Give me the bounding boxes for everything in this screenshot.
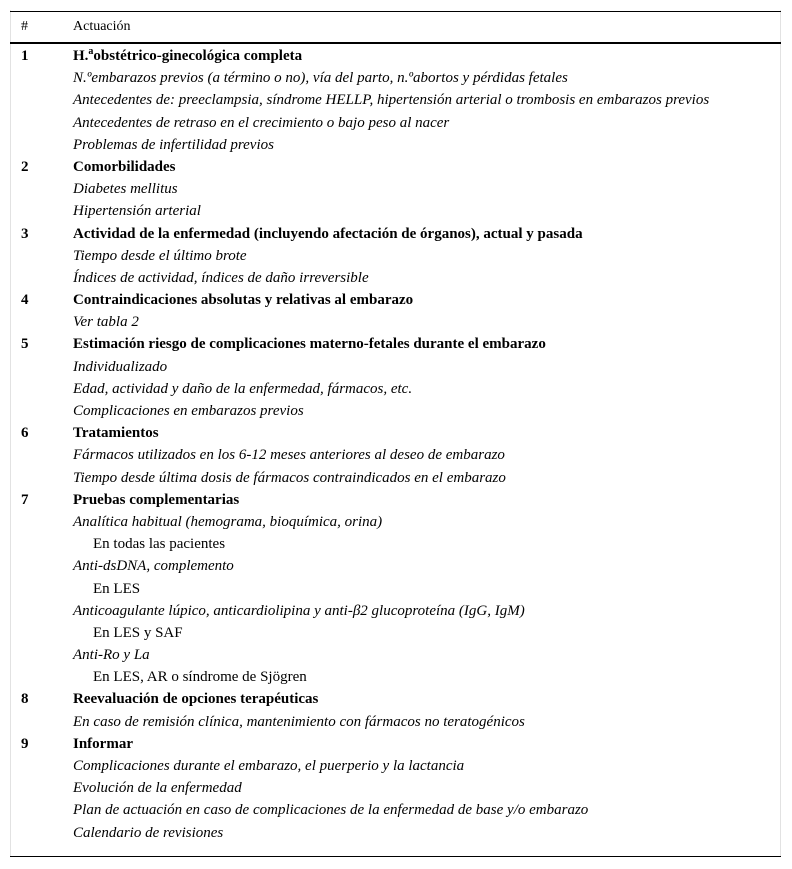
section-title: Actividad de la enfermedad (incluyendo afectación de órganos), actual y pasada	[73, 225, 583, 242]
row-number: 6	[21, 425, 29, 442]
item-text: Antecedentes de retraso en el crecimiento o bajo peso al nacer	[73, 114, 450, 131]
item-text: Índices de actividad, índices de daño irreversible	[73, 269, 369, 286]
table-body	[10, 45, 781, 844]
table-row	[10, 777, 781, 799]
table-row	[10, 356, 781, 378]
table-row	[10, 733, 781, 755]
section-title: Pruebas complementarias	[73, 491, 240, 508]
table-row	[10, 444, 781, 466]
table-row	[10, 467, 781, 489]
section-title: Contraindicaciones absolutas y relativas al embarazo	[73, 292, 414, 309]
row-number: 3	[21, 225, 29, 242]
table-row	[10, 400, 781, 422]
section-title: Comorbilidades	[73, 158, 176, 175]
table-row	[10, 378, 781, 400]
table-row	[10, 799, 781, 821]
table-row	[10, 578, 781, 600]
table-row	[10, 511, 781, 533]
item-text: En caso de remisión clínica, mantenimiento con fármacos no teratogénicos	[73, 713, 525, 730]
table-row	[10, 600, 781, 622]
indented-note: En LES, AR o síndrome de Sjögren	[93, 669, 307, 686]
row-number: 5	[21, 336, 29, 353]
title-superscript: a	[88, 46, 94, 57]
header-rule	[10, 42, 781, 44]
indented-note: En todas las pacientes	[93, 536, 226, 553]
table-row	[10, 622, 781, 644]
item-text: Antecedentes de: preeclampsia, síndrome HELLP, hipertensión arterial o trombosis en embarazos previos	[73, 92, 710, 109]
item-text: Complicaciones durante el embarazo, el puerperio y la lactancia	[73, 758, 465, 774]
table-row	[10, 267, 781, 289]
section-title: Informar	[73, 735, 133, 752]
item-text: Diabetes mellitus	[73, 181, 178, 198]
table-row	[10, 422, 781, 444]
section-title: Reevaluación de opciones terapéuticas	[73, 691, 319, 708]
table-row	[10, 134, 781, 156]
item-text: N.ºembarazos previos (a término o no), vía del parto, n.ºabortos y pérdidas fetales	[73, 70, 568, 87]
table-row	[10, 289, 781, 311]
table-row	[10, 311, 781, 333]
item-text: Problemas de infertilidad previos	[73, 136, 274, 153]
indented-note: En LES y SAF	[93, 624, 183, 641]
item-text: Tiempo desde última dosis de fármacos contraindicados en el embarazo	[73, 469, 506, 486]
title-prefix: H.	[73, 48, 89, 64]
table-row	[10, 245, 781, 267]
table-row	[10, 156, 781, 178]
item-text: Complicaciones en embarazos previos	[73, 403, 304, 419]
table-row	[10, 45, 781, 67]
table-row	[10, 711, 781, 733]
row-number: 9	[21, 735, 29, 752]
section-title: Estimación riesgo de complicaciones materno-fetales durante el embarazo	[73, 336, 546, 353]
row-number: 7	[21, 491, 29, 508]
table-row	[10, 112, 781, 134]
item-text: Anti-Ro y La	[73, 647, 150, 664]
item-text: Analítica habitual (hemograma, bioquímica, orina)	[73, 513, 383, 530]
row-number: 2	[21, 158, 29, 175]
item-text: Anti-dsDNA, complemento	[73, 558, 234, 575]
table-row	[10, 67, 781, 89]
table-row	[10, 755, 781, 777]
item-text: Evolución de la enfermedad	[73, 780, 242, 797]
row-number: 1	[21, 48, 29, 64]
item-text: Fármacos utilizados en los 6-12 meses anteriores al deseo de embarazo	[73, 447, 505, 464]
item-text: Anticoagulante lúpico, anticardiolipina y anti-β2 glucoproteína (IgG, IgM)	[73, 602, 525, 619]
column-header-number: #	[21, 19, 28, 34]
table-row	[10, 333, 781, 355]
item-text: Calendario de revisiones	[73, 824, 224, 841]
table-row	[10, 533, 781, 555]
table-bottom-rule	[10, 856, 781, 857]
table-row	[10, 644, 781, 666]
table-top-rule	[10, 11, 781, 12]
title-suffix: obstétrico-ginecológica completa	[93, 48, 303, 64]
table-row	[10, 666, 781, 688]
item-text: Hipertensión arterial	[73, 203, 201, 220]
table-row	[10, 555, 781, 577]
item-text: Plan de actuación en caso de complicaciones de la enfermedad de base y/o embarazo	[73, 802, 589, 819]
item-text: Tiempo desde el último brote	[73, 247, 247, 264]
column-header-action: Actuación	[73, 19, 131, 34]
item-text: Edad, actividad y daño de la enfermedad, fármacos, etc.	[73, 380, 413, 397]
table-row	[10, 822, 781, 844]
row-number: 4	[21, 292, 29, 309]
table-row	[10, 223, 781, 245]
item-text: Individualizado	[73, 358, 168, 375]
table-row	[10, 89, 781, 111]
table-row	[10, 178, 781, 200]
row-number: 8	[21, 691, 29, 708]
table-row	[10, 489, 781, 511]
item-text: Ver tabla 2	[73, 314, 139, 331]
indented-note: En LES	[93, 580, 141, 597]
section-title: Tratamientos	[73, 425, 159, 442]
section-title	[73, 45, 302, 67]
table-row	[10, 200, 781, 222]
table-row	[10, 688, 781, 710]
